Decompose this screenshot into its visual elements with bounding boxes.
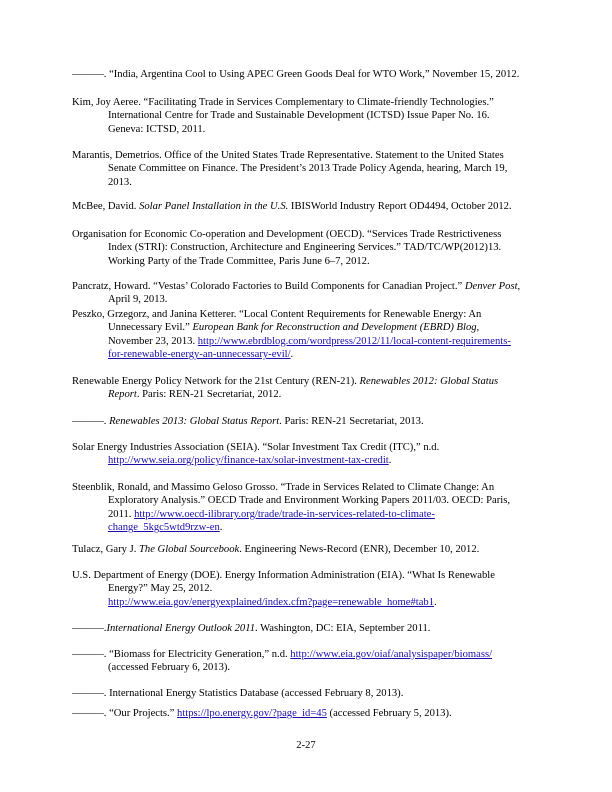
reference-text: April 9, 2013. <box>108 294 168 306</box>
reference-text: . Paris: REN-21 Secretariat, 2013. <box>279 416 424 427</box>
reference-entry <box>72 375 540 402</box>
reference-text: November 23, 2013. <box>108 335 198 347</box>
reference-text: (accessed February 5, 2013). <box>326 708 452 719</box>
reference-entry <box>72 68 540 81</box>
reference-title: International Energy Outlook 2011 <box>106 623 256 634</box>
reference-text: . <box>290 349 294 361</box>
reference-title: Denver Post <box>464 281 518 292</box>
reference-text: Working Party of the Trade Committee, Paris June 6–7, 2012. <box>108 255 370 267</box>
reference-entry <box>72 648 540 675</box>
reference-text: Marantis, Demetrios. Office of the United States Trade Representative. Statement to the United States <box>72 150 504 161</box>
reference-text: . Engineering News-Record (ENR), December 10, 2012. <box>239 544 480 555</box>
reference-text: . Washington, DC: EIA, September 2011. <box>255 623 431 634</box>
page-number: 2-27 <box>296 740 316 751</box>
reference-text: International Centre for Trade and Sustainable Development (ICTSD) Issue Paper No. 16. <box>108 110 490 122</box>
reference-entry <box>72 622 540 635</box>
reference-text: Peszko, Grzegorz, and Janina Ketterer. “Local Content Requirements for Renewable Energy: An <box>72 309 482 320</box>
reference-text: 2013. <box>108 176 132 188</box>
reference-text: Exploratory Analysis.” OECD Trade and Environment Working Papers 2011/03. OECD: Paris, <box>108 495 510 507</box>
reference-entry <box>72 441 540 468</box>
reference-text: Organisation for Economic Co-operation and Development (OECD). “Services Trade Restrictiveness <box>72 229 502 240</box>
reference-title: Report <box>108 389 137 401</box>
reference-text: Solar Energy Industries Association (SEIA). “Solar Investment Tax Credit (ITC),” n.d. <box>72 442 440 453</box>
reference-text: Kim, Joy Aeree. “Facilitating Trade in Services Complementary to Climate-friendly Technologies.” <box>72 97 494 108</box>
reference-text: IBISWorld Industry Report OD4494, October 2012. <box>288 201 512 212</box>
reference-text: Steenblik, Ronald, and Massimo Geloso Grosso. “Trade in Services Related to Climate Change: An <box>72 482 495 493</box>
reference-entry <box>72 415 540 428</box>
reference-text: McBee, David. <box>72 201 140 212</box>
reference-text: ———. “India, Argentina Cool to Using APEC Green Goods Deal for WTO Work,” November 15, 2012. <box>72 69 520 80</box>
reference-entry <box>72 149 540 189</box>
reference-title: The Global Sourcebook <box>139 544 240 555</box>
reference-entry <box>72 707 540 720</box>
reference-text: . <box>219 522 223 534</box>
reference-entry <box>72 308 540 362</box>
reference-text: . <box>388 455 392 467</box>
reference-entry <box>72 543 540 556</box>
reference-text: ———. <box>72 416 110 427</box>
reference-title: Renewables 2013: Global Status Report <box>109 416 280 427</box>
reference-link[interactable]: change_5kgc5wtd9rzw-en <box>108 522 220 534</box>
reference-link[interactable]: http://www.seia.org/policy/finance-tax/solar-investment-tax-credit <box>108 455 389 467</box>
reference-title: Renewables 2012: Global Status <box>359 376 499 387</box>
reference-title: European Bank for Reconstruction and Development (EBRD) Blog, <box>192 322 480 334</box>
reference-text: ———. <box>72 623 107 634</box>
reference-link[interactable]: http://www.eia.gov/oiaf/analysispaper/biomass/ <box>290 649 493 660</box>
reference-title: Solar Panel Installation in the U.S. <box>139 201 289 212</box>
reference-text: (accessed February 6, 2013). <box>108 662 231 674</box>
reference-text: . <box>434 596 437 608</box>
reference-link[interactable]: http://www.ebrdblog.com/wordpress/2012/11/local-content-requirements- <box>197 335 511 347</box>
reference-text: , <box>517 281 521 292</box>
reference-entry <box>72 569 540 609</box>
reference-entry <box>72 96 540 136</box>
reference-text: Tulacz, Gary J. <box>72 544 139 555</box>
reference-text: Pancratz, Howard. “Vestas’ Colorado Factories to Build Components for Canadian Project.” <box>72 281 465 292</box>
reference-link[interactable]: http://www.oecd-ilibrary.org/trade/trade-in-services-related-to-climate- <box>134 508 435 520</box>
reference-link[interactable]: for-renewable-energy-an-unnecessary-evil/ <box>108 349 291 361</box>
reference-text: Senate Committee on Finance. The President’s 2013 Trade Policy Agenda, hearing, March 19, <box>108 163 508 175</box>
reference-link[interactable]: https://lpo.energy.gov/?page_id=45 <box>177 708 327 719</box>
reference-text: Renewable Energy Policy Network for the 21st Century (REN-21). <box>72 376 360 387</box>
reference-text: . Paris: REN-21 Secretariat, 2012. <box>136 389 282 401</box>
reference-entry <box>72 481 540 535</box>
reference-text: Geneva: ICTSD, 2011. <box>108 123 206 135</box>
reference-entry <box>72 687 540 700</box>
reference-link[interactable]: http://www.eia.gov/energyexplained/index.cfm?page=renewable_home#tab1 <box>108 596 435 608</box>
reference-text: ———. International Energy Statistics Database (accessed February 8, 2013). <box>72 688 404 699</box>
reference-entry <box>72 200 540 213</box>
reference-text: ———. “Our Projects.” <box>72 708 178 719</box>
reference-text: U.S. Department of Energy (DOE). Energy Information Administration (EIA). “What Is Renewable <box>72 570 495 581</box>
reference-text: 2011. <box>108 508 135 520</box>
reference-entry <box>72 280 540 307</box>
reference-text: Index (STRI): Construction, Architecture and Engineering Services.” TAD/TC/WP(2012)13. <box>108 242 502 254</box>
reference-text: ———. “Biomass for Electricity Generation,” n.d. <box>72 649 291 660</box>
reference-entry <box>72 228 540 268</box>
reference-text: Unnecessary Evil.” <box>108 322 193 334</box>
reference-text: Energy?” May 25, 2012. <box>108 583 213 595</box>
